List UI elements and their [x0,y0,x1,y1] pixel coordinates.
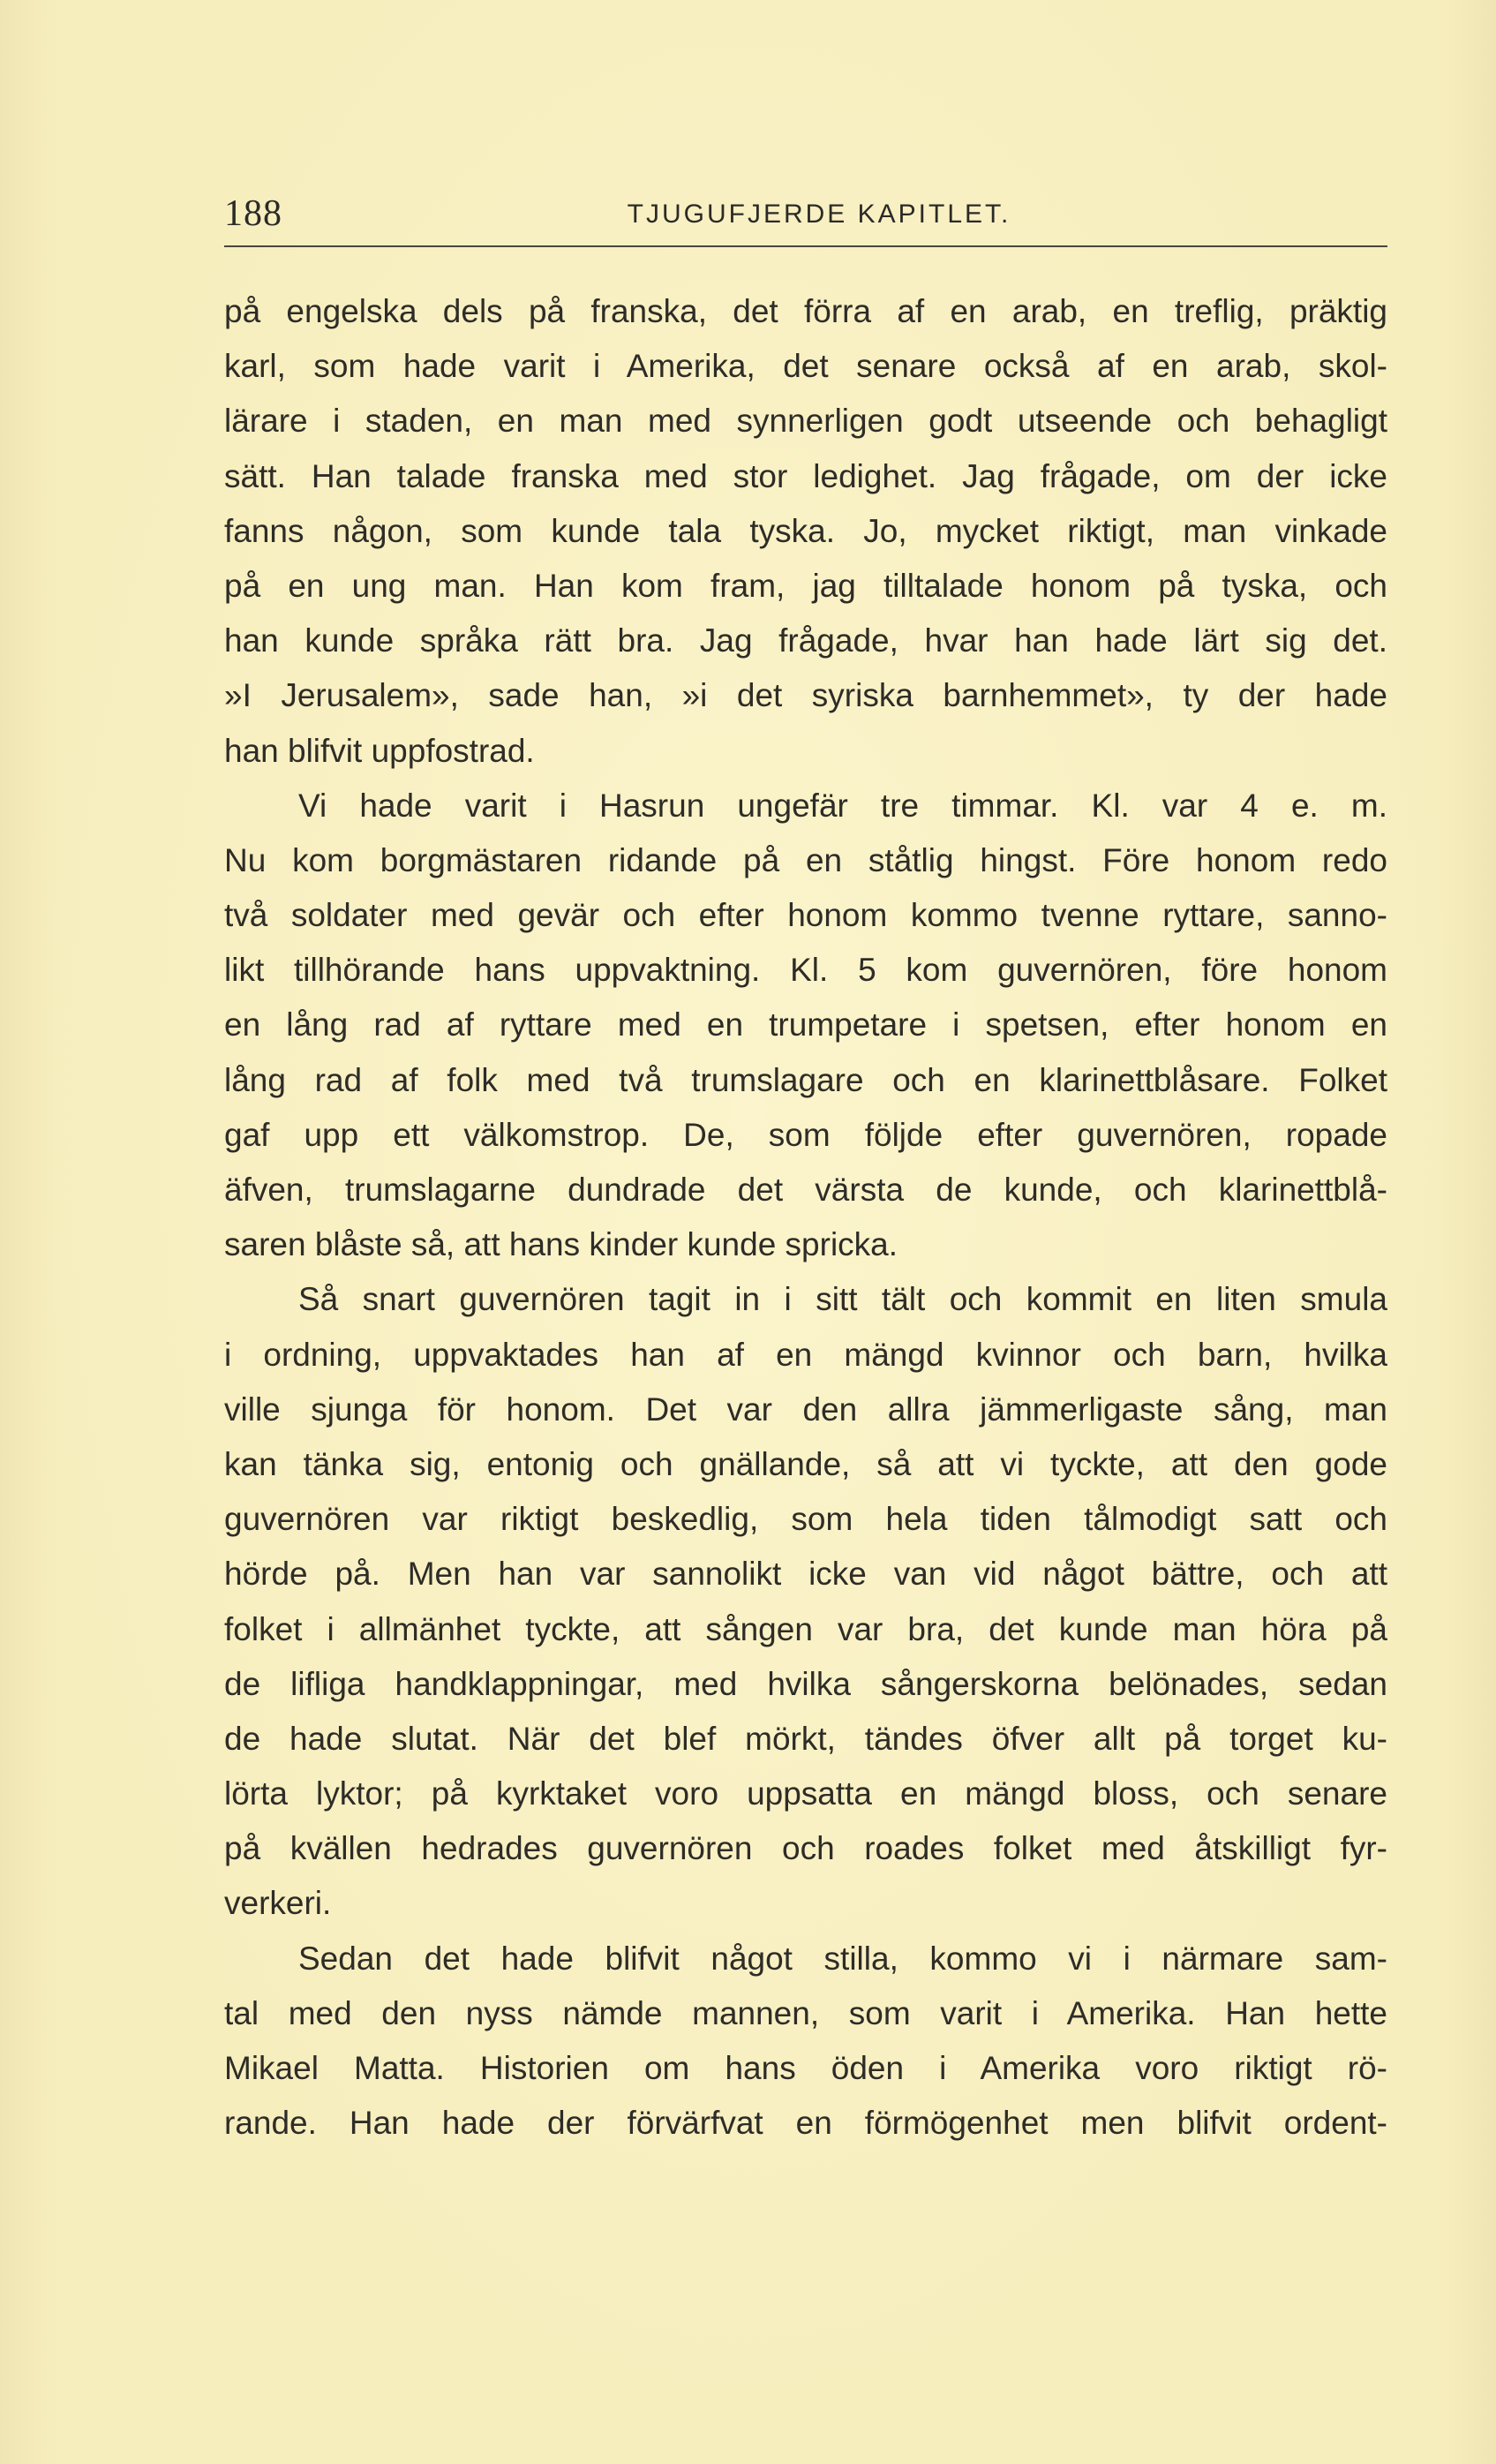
text-line: en lång rad af ryttare med en trumpetare i spetsen, efter honom en [224,1006,1387,1044]
text-line: Nu kom borgmästaren ridande på en ståtlig hingst. Före honom redo [224,841,1387,878]
text-line: Mikael Matta. Historien om hans öden i Amerika voro riktigt rö- [224,2050,1387,2086]
text-line: likt tillhörande hans uppvaktning. Kl. 5 kom guvernören, före honom [224,952,1387,989]
text-line: verkeri. [224,1885,332,1922]
text-line: fanns någon, som kunde tala tyska. Jo, mycket riktigt, man vinkade [224,512,1387,549]
text-line: i ordning, uppvaktades han af en mängd kvinnor och barn, hvilka [224,1336,1387,1373]
text-line: han kunde språka rätt bra. Jag frågade, hvar han hade lärt sig det. [224,622,1387,659]
text-line: lärare i staden, en man med synnerligen godt utseende och behagligt [224,403,1387,440]
text-line: Så snart guvernören tagit in i sitt tält och kommit en liten smula [298,1281,1387,1318]
text-line: lång rad af folk med två trumslagare och en klarinettblåsare. Folket [224,1061,1387,1098]
text-line: sätt. Han talade franska med stor ledighet. Jag frågade, om der icke [224,457,1387,494]
text-line: Vi hade varit i Hasrun ungefär tre timmar. Kl. var 4 e. m. [298,787,1387,824]
text-line: Sedan det hade blifvit något stilla, kommo vi i närmare sam- [298,1940,1387,1977]
text-line: rande. Han hade der förvärfvat en förmögenhet men blifvit ordent- [224,2105,1387,2142]
text-line: på engelska dels på franska, det förra af en arab, en treflig, präktig [224,293,1387,329]
text-line: gaf upp ett välkomstrop. De, som följde efter guvernören, ropade [224,1116,1387,1153]
text-line: folket i allmänhet tyckte, att sången var bra, det kunde man höra på [224,1610,1387,1647]
text-line: kan tänka sig, entonig och gnällande, så att vi tyckte, att den gode [224,1445,1387,1482]
text-line: de lifliga handklappningar, med hvilka sångerskorna belönades, sedan [224,1665,1387,1702]
text-line: saren blåste så, att hans kinder kunde spricka. [224,1226,898,1263]
text-line: guvernören var riktigt beskedlig, som hela tiden tålmodigt satt och [224,1501,1387,1538]
text-line: ville sjunga för honom. Det var den allra jämmerligaste sång, man [224,1390,1387,1428]
text-line: »I Jerusalem», sade han, »i det syriska barnhemmet», ty der hade [224,677,1387,714]
text-line: hörde på. Men han var sannolikt icke van vid något bättre, och att [224,1556,1387,1593]
page-header [224,189,1387,242]
page-number: 188 [224,193,282,234]
text-line: äfven, trumslagarne dundrade det värsta de kunde, och klarinettblå- [224,1172,1387,1208]
body-text [224,284,1387,2151]
running-head: TJUGUFJERDE KAPITLET. [627,200,1011,229]
text-line: karl, som hade varit i Amerika, det senare också af en arab, skol- [224,348,1387,385]
text-line: två soldater med gevär och efter honom kommo tvenne ryttare, sanno- [224,897,1387,934]
text-line: på en ung man. Han kom fram, jag tilltalade honom på tyska, och [224,567,1387,604]
text-line: de hade slutat. När det blef mörkt, tändes öfver allt på torget ku- [224,1720,1387,1757]
header-rule [224,245,1387,247]
text-line: han blifvit uppfostrad. [224,732,535,769]
text-line: lörta lyktor; på kyrktaket voro uppsatta en mängd bloss, och senare [224,1775,1387,1812]
text-line: tal med den nyss nämde mannen, som varit i Amerika. Han hette [224,1994,1387,2031]
text-line: på kvällen hedrades guvernören och roades folket med åtskilligt fyr- [224,1830,1387,1867]
